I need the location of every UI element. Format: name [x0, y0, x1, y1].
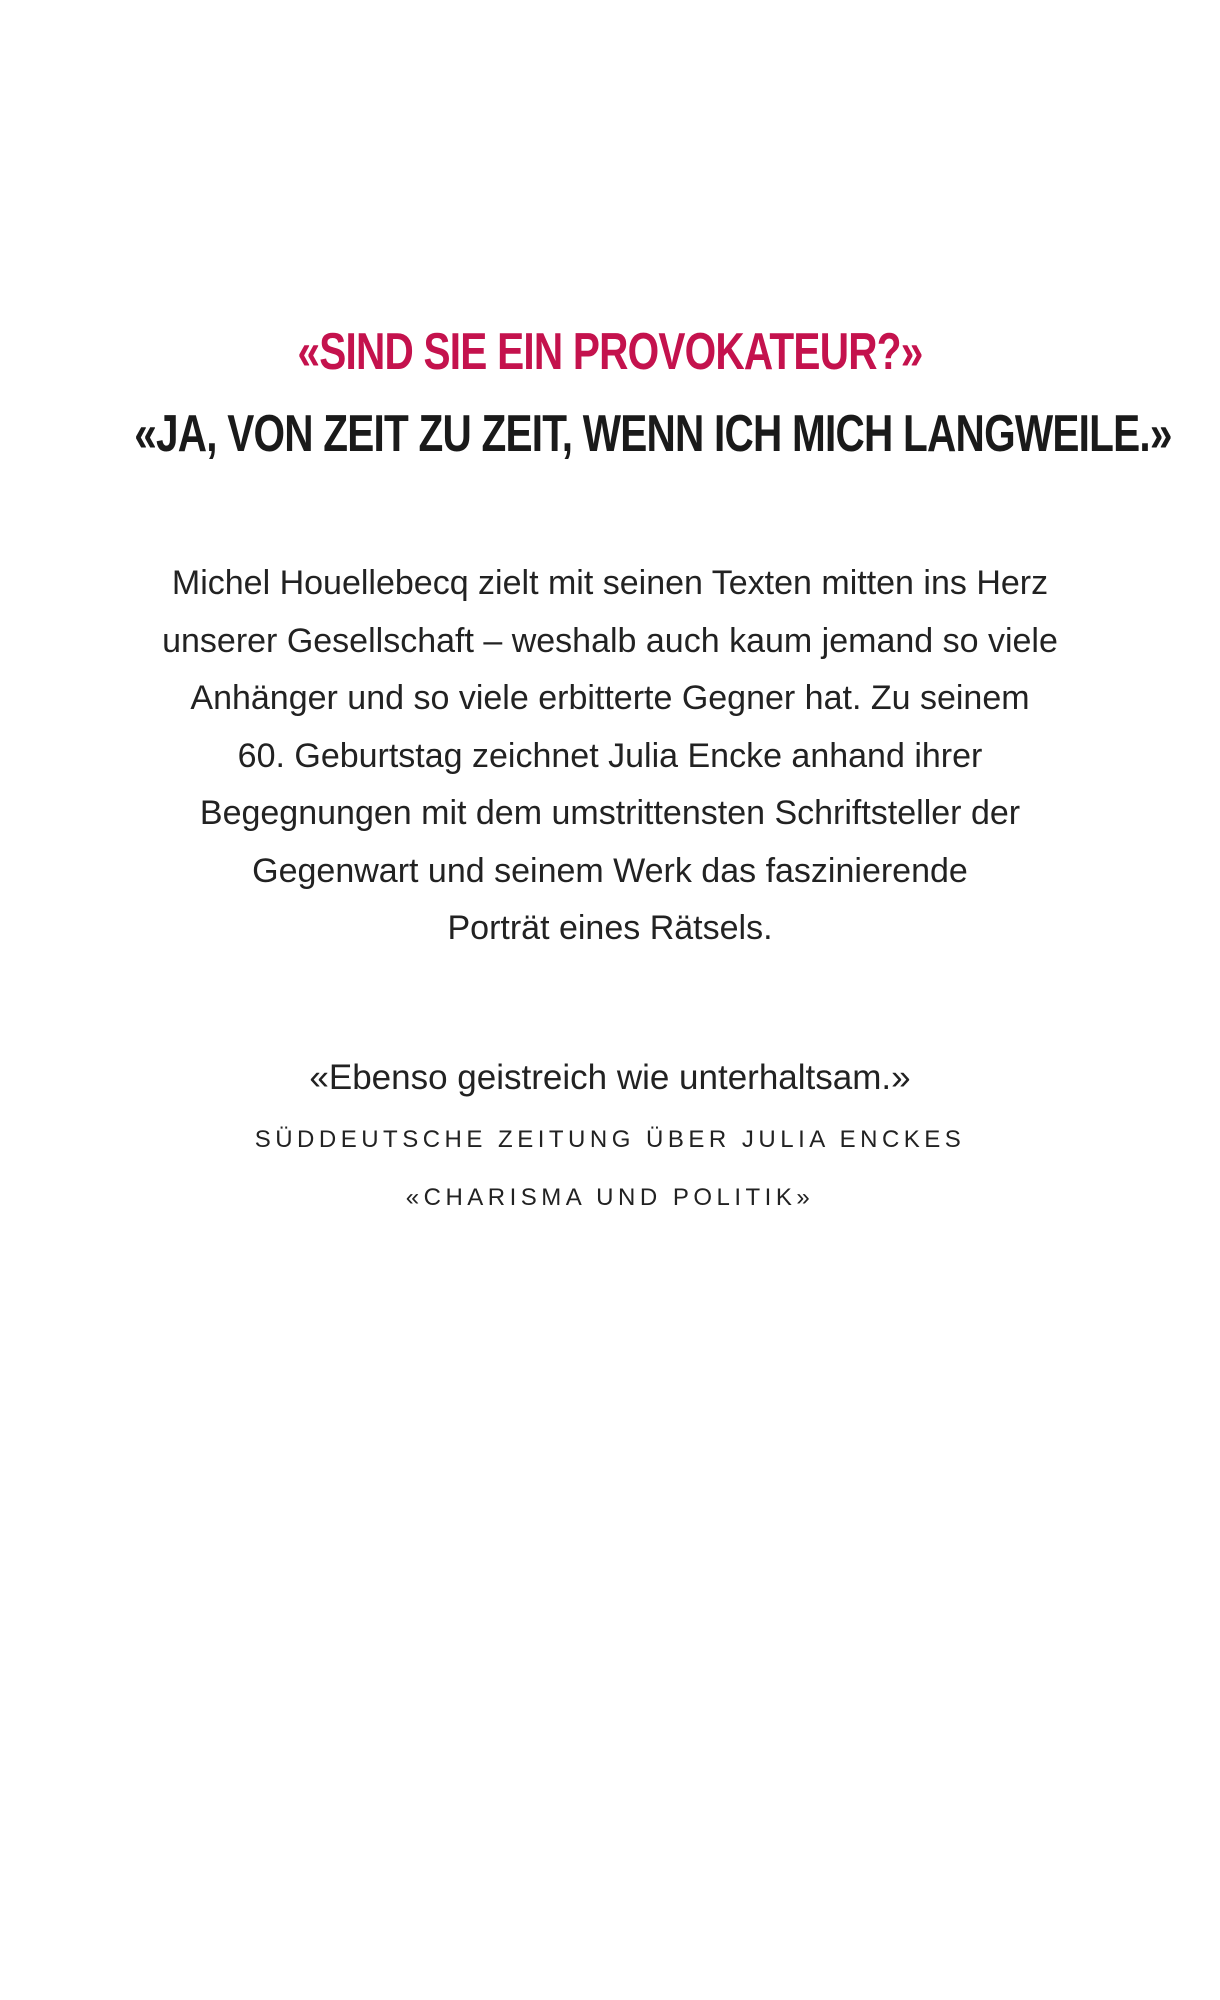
blurb-line: Michel Houellebecq zielt mit seinen Texten mitten ins Herz: [171, 564, 1049, 602]
headline-answer: «JA, VON ZEIT ZU ZEIT, WENN ICH MICH LANGWEILE.»: [134, 405, 1172, 463]
review-quote: «Ebenso geistreich wie unterhaltsam.»: [309, 1058, 911, 1097]
blurb-paragraph: [0, 555, 1220, 958]
blurb-line: Begegnungen mit dem umstrittensten Schriftsteller der: [199, 794, 1021, 832]
blurb-line: Anhänger und so viele erbitterte Gegner hat. Zu seinem: [190, 679, 1030, 717]
headline-question: «SIND SIE EIN PROVOKATEUR?»: [297, 323, 923, 381]
blurb-line: Porträt eines Rätsels.: [447, 909, 773, 947]
blurb-line: 60. Geburtstag zeichnet Julia Encke anhand ihrer: [237, 736, 983, 775]
review-source-line-1: SÜDDEUTSCHE ZEITUNG ÜBER JULIA ENCKES: [254, 1126, 966, 1153]
review-source-line-2: «CHARISMA UND POLITIK»: [405, 1184, 815, 1211]
blurb-line: Gegenwart und seinem Werk das faszinierende: [252, 851, 968, 890]
blurb-line: unserer Gesellschaft – weshalb auch kaum jemand so viele: [162, 621, 1058, 660]
